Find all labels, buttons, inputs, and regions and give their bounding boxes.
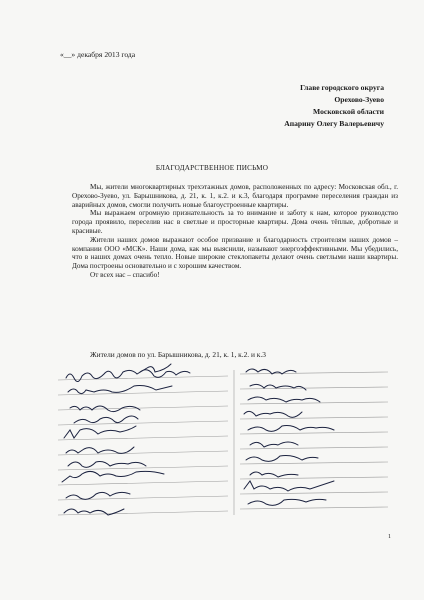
body-paragraph: От всех нас – спасибо! (90, 270, 160, 279)
signers-caption: Жители домов по ул. Барышникова, д. 21, к. 1, к.2. и к.3 (90, 350, 266, 359)
addressee-line: Орехово-Зуево (334, 95, 384, 104)
addressee-line: Апарину Олегу Валерьевичу (284, 119, 384, 128)
addressee-line: Главе городского округа (300, 83, 384, 92)
letter-title: БЛАГОДАРСТВЕННОЕ ПИСЬМО (155, 164, 269, 172)
signature-scribbles (62, 364, 334, 515)
ruled-lines (58, 370, 388, 515)
page-number: 1 (388, 534, 391, 540)
body-paragraph: Мы, жители многоквартирных трехэтажных домов, расположенных по адресу: Московская обл., г. Орехово-Зуево, ул. Барышникова, д. 21, к. 1, к.2. и к.3, благодаря программе переселения граждан из аварийных домов, смогли получить новые благоустроенные квартиры. (72, 183, 398, 209)
addressee-line: Московской области (313, 107, 384, 116)
body-paragraph: Жители наших домов выражают особое призвание и благодарность строителям наших домов – компании ООО «МСК». Наши дома, как мы выяснили, называют энергоэффективными. Мы убедились, что в наших домах очень тепло. Новые широкие стеклопакеты делают очень светлыми наши квартиры. Дома построены основательно и с хорошим качеством. (72, 235, 398, 271)
letter-date: «__» декабря 2013 года (60, 50, 136, 59)
body-paragraph: Мы выражаем огромную признательность за то внимание и заботу к нам, которое руководство города проявило, переселив нас в светлые и просторные квартиры. Дома очень тёплые, добротные и красивые. (72, 209, 398, 235)
